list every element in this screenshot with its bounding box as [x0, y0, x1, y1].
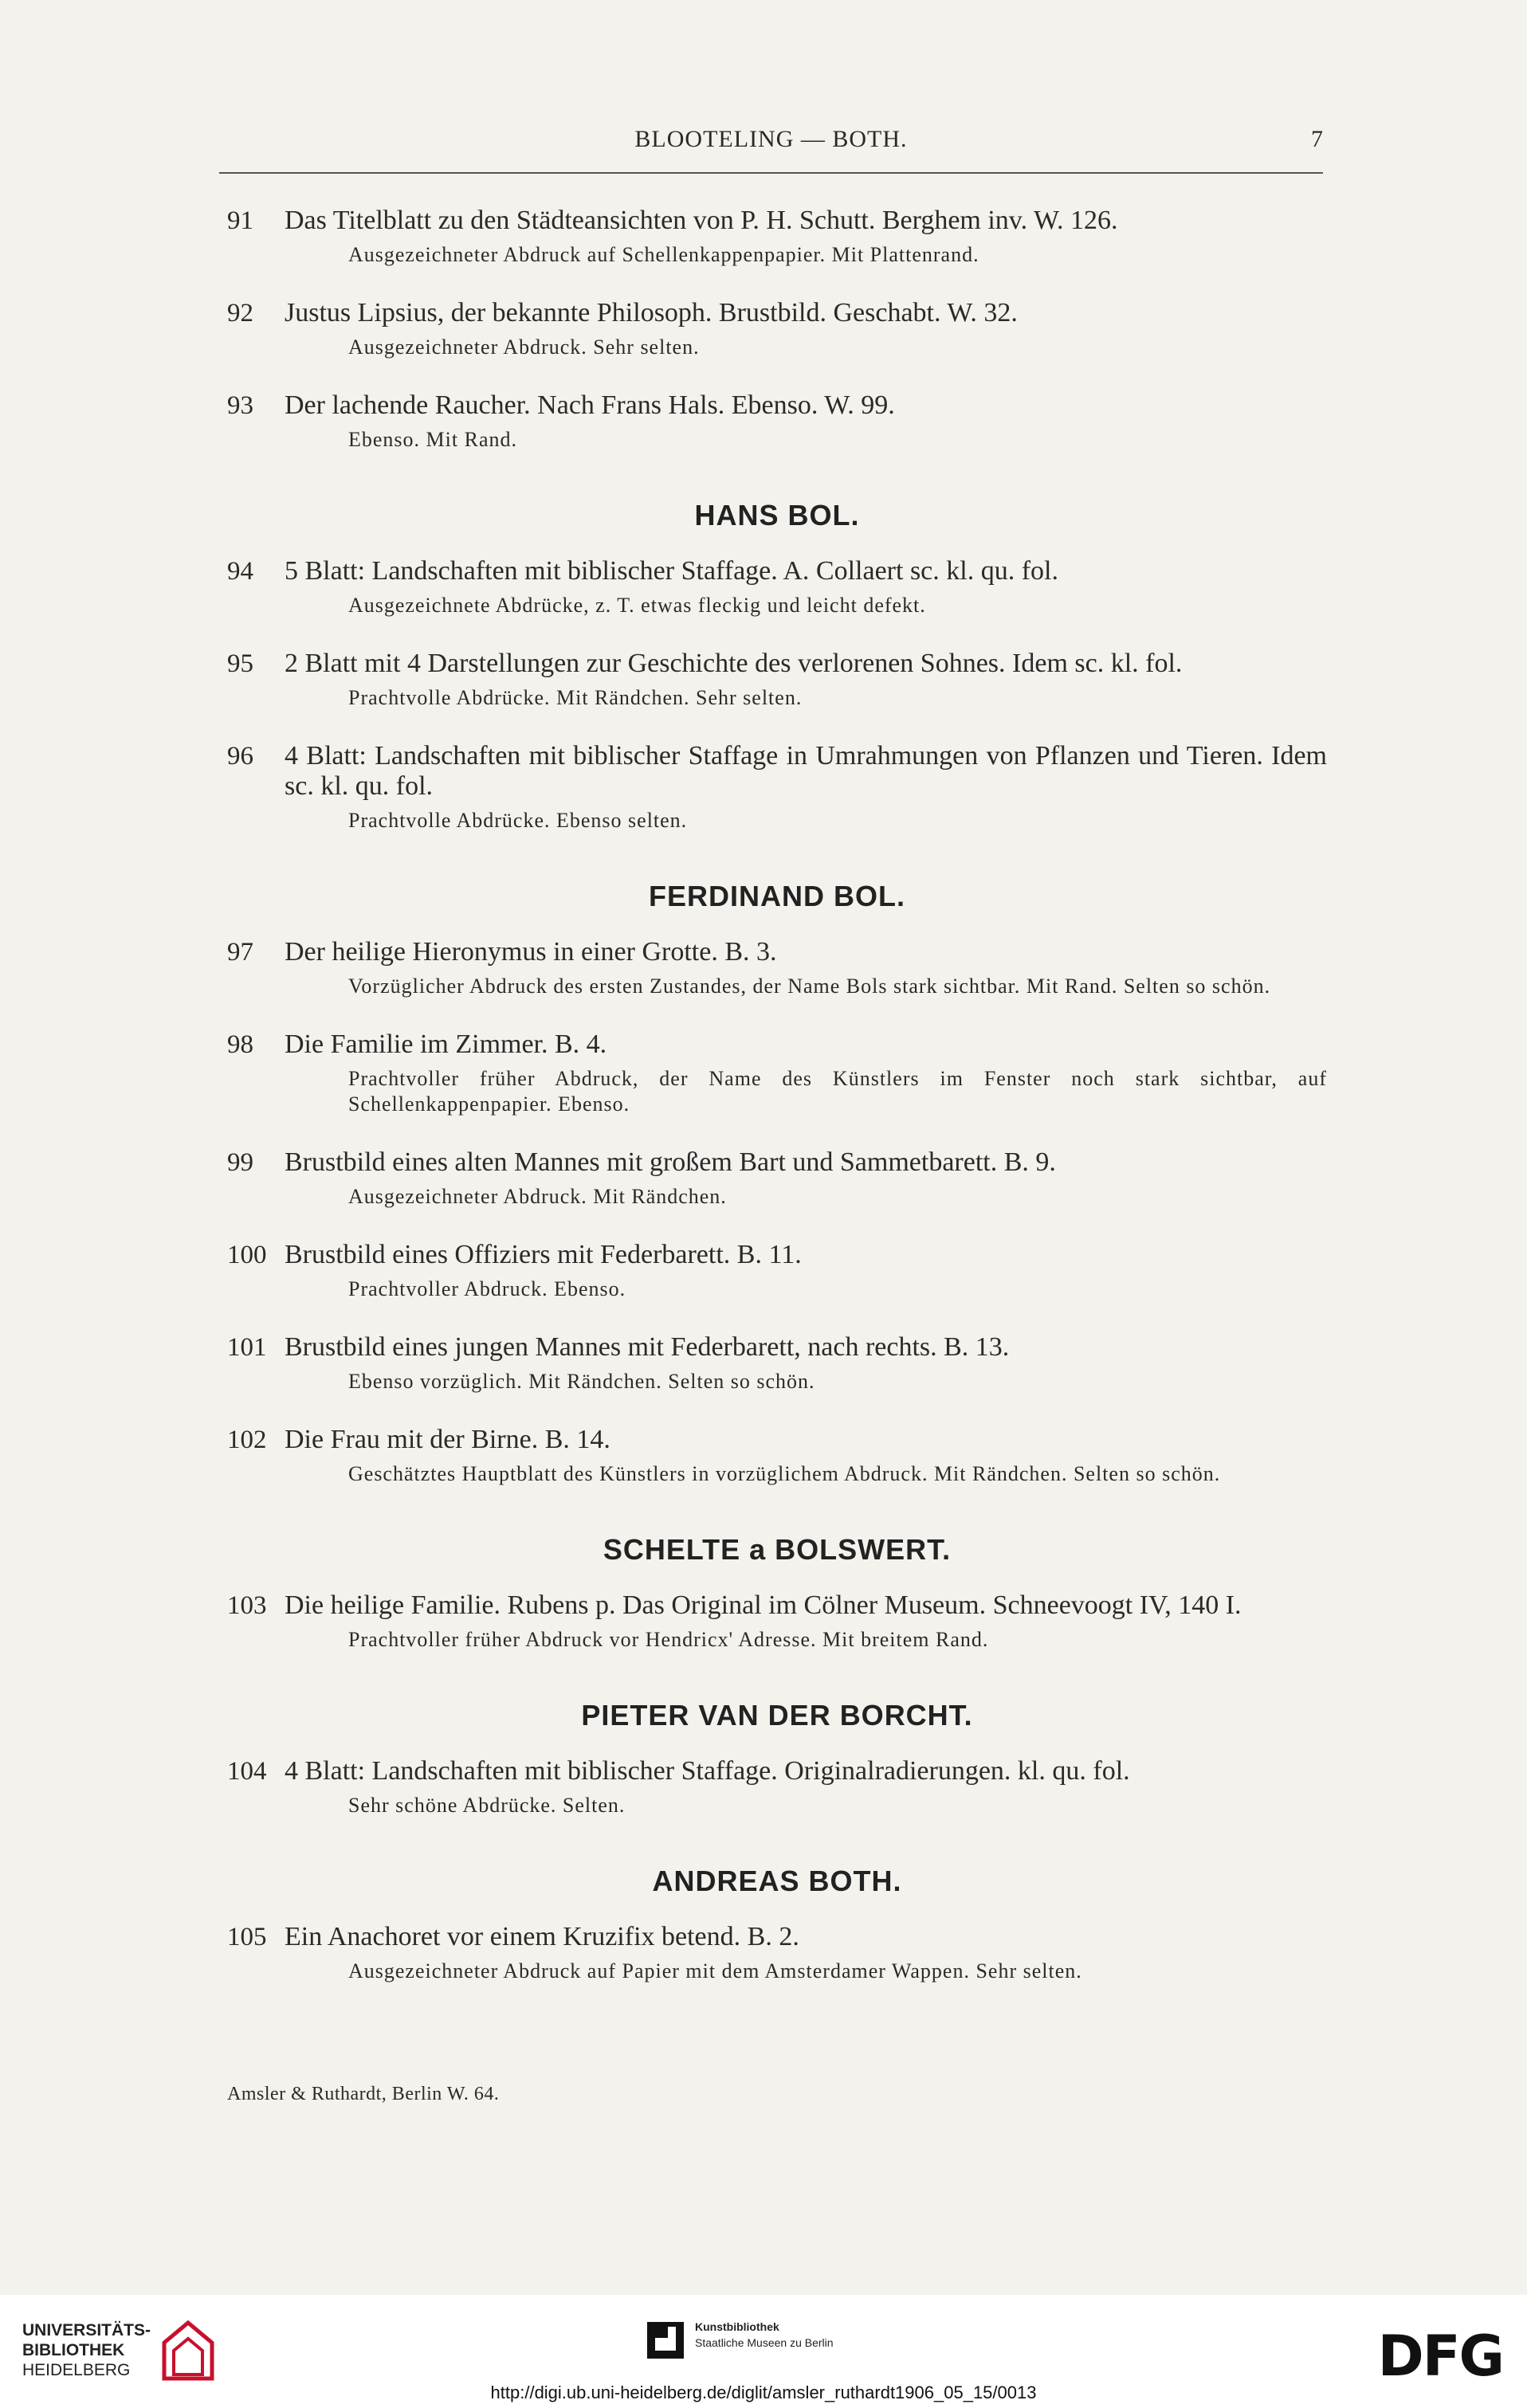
- entry-note: Prachtvoller früher Abdruck, der Name des Künstlers im Fenster noch stark sichtbar, auf Schellenkappenpapier. Ebenso.: [348, 1067, 1327, 1116]
- catalog-entry: [227, 556, 1327, 618]
- entry-title: Brustbild eines Offiziers mit Federbarett. B. 11.: [285, 1240, 802, 1269]
- running-title: BLOOTELING — BOTH.: [634, 126, 908, 152]
- entry-number: 101: [227, 1333, 267, 1362]
- entry-title: Brustbild eines alten Mannes mit großem Bart und Sammetbarett. B. 9.: [285, 1147, 1056, 1177]
- entry-title: Der heilige Hieronymus in einer Grotte. B. 3.: [285, 937, 777, 967]
- entry-body: [285, 937, 1327, 999]
- ub-heidelberg-logo[interactable]: [22, 2319, 230, 2383]
- imprint: Amsler & Ruthardt, Berlin W. 64.: [227, 2084, 500, 2104]
- entry-title: Justus Lipsius, der bekannte Philosoph. Brustbild. Geschabt. W. 32.: [285, 298, 1018, 327]
- entry-number: 93: [227, 391, 253, 420]
- entry-number: 98: [227, 1030, 253, 1059]
- entry-number: 104: [227, 1757, 267, 1786]
- catalog-entry: [227, 741, 1327, 833]
- entry-body: [285, 1922, 1327, 1984]
- entry-body: [285, 1425, 1327, 1487]
- entry-body: [285, 741, 1327, 833]
- digitization-footer: [0, 2295, 1527, 2408]
- catalog-entry: [227, 1332, 1327, 1394]
- page-number: 7: [1311, 126, 1323, 152]
- entry-title: Die Frau mit der Birne. B. 14.: [285, 1425, 610, 1454]
- kunstbibliothek-logo[interactable]: [647, 2317, 886, 2365]
- entry-note: Ausgezeichneter Abdruck. Sehr selten.: [348, 335, 700, 359]
- entry-title: Ein Anachoret vor einem Kruzifix betend. B. 2.: [285, 1922, 799, 1951]
- entry-title: Brustbild eines jungen Mannes mit Federbarett, nach rechts. B. 13.: [285, 1332, 1010, 1362]
- catalog-entry: [227, 206, 1327, 268]
- entry-body: [285, 390, 1327, 453]
- entry-note: Prachtvolle Abdrücke. Ebenso selten.: [348, 809, 688, 832]
- entry-body: [285, 649, 1327, 711]
- entry-note: Prachtvoller Abdruck. Ebenso.: [348, 1277, 626, 1300]
- entry-title: 5 Blatt: Landschaften mit biblischer Staffage. A. Collaert sc. kl. qu. fol.: [285, 556, 1058, 586]
- entry-note: Prachtvolle Abdrücke. Mit Rändchen. Sehr selten.: [348, 686, 803, 709]
- catalog-entry: [227, 390, 1327, 453]
- entry-title: Die heilige Familie. Rubens p. Das Original im Cölner Museum. Schneevoogt IV, 140 I.: [285, 1590, 1242, 1620]
- permalink-url[interactable]: http://digi.ub.uni-heidelberg.de/diglit/amsler_ruthardt1906_05_15/0013: [490, 2383, 1037, 2402]
- entry-note: Ausgezeichnete Abdrücke, z. T. etwas fleckig und leicht defekt.: [348, 594, 926, 617]
- kb-line-1: Kunstbibliothek: [695, 2320, 779, 2333]
- catalog-entry: [227, 1240, 1327, 1302]
- entry-note: Ausgezeichneter Abdruck. Mit Rändchen.: [348, 1185, 727, 1208]
- entry-title: Das Titelblatt zu den Städteansichten von P. H. Schutt. Berghem inv. W. 126.: [285, 206, 1118, 235]
- dfg-logo[interactable]: DFG: [1377, 2324, 1503, 2389]
- entry-body: [285, 206, 1327, 268]
- entry-note: Geschätztes Hauptblatt des Künstlers in vorzüglichem Abdruck. Mit Rändchen. Selten so schön.: [348, 1462, 1221, 1485]
- catalog-entry: [227, 1147, 1327, 1210]
- ub-line-1: UNIVERSITÄTS-: [22, 2321, 151, 2339]
- kb-line-2: Staatliche Museen zu Berlin: [695, 2336, 834, 2349]
- catalog-entry: [227, 1590, 1327, 1653]
- section-heading: ANDREAS BOTH.: [652, 1865, 902, 1897]
- entry-note: Ausgezeichneter Abdruck auf Papier mit dem Amsterdamer Wappen. Sehr selten.: [348, 1959, 1082, 1982]
- catalog-entry: [227, 1756, 1327, 1818]
- entry-note: Ebenso. Mit Rand.: [348, 428, 517, 451]
- entry-note: Ebenso vorzüglich. Mit Rändchen. Selten so schön.: [348, 1370, 815, 1393]
- section-heading: FERDINAND BOL.: [649, 880, 905, 912]
- ub-line-3: HEIDELBERG: [22, 2361, 131, 2379]
- catalog-entry: [227, 937, 1327, 999]
- entry-title: 4 Blatt: Landschaften mit biblischer Staffage. Originalradierungen. kl. qu. fol.: [285, 1756, 1130, 1786]
- section-heading: HANS BOL.: [694, 499, 860, 531]
- entry-body: [285, 556, 1327, 618]
- catalog-entry: [227, 1029, 1327, 1117]
- catalog-entry: [227, 1922, 1327, 1984]
- entry-title: Die Familie im Zimmer. B. 4.: [285, 1029, 607, 1059]
- catalog-content: [227, 206, 1327, 2014]
- entry-number: 97: [227, 938, 253, 967]
- entry-number: 100: [227, 1241, 267, 1269]
- entry-note: Ausgezeichneter Abdruck auf Schellenkappenpapier. Mit Plattenrand.: [348, 243, 979, 266]
- ub-emblem-icon: [156, 2319, 220, 2383]
- entry-title: 2 Blatt mit 4 Darstellungen zur Geschichte des verlorenen Sohnes. Idem sc. kl. fol.: [285, 649, 1183, 678]
- section-heading: PIETER VAN DER BORCHT.: [581, 1699, 973, 1731]
- entry-number: 91: [227, 206, 253, 235]
- entry-number: 92: [227, 299, 253, 327]
- entry-title: 4 Blatt: Landschaften mit biblischer Staffage in Umrahmungen von Pflanzen und Tieren. Idem sc. kl. qu. fol.: [285, 741, 1327, 801]
- running-head: [219, 126, 1323, 174]
- entry-number: 105: [227, 1923, 267, 1951]
- section-heading: SCHELTE a BOLSWERT.: [603, 1533, 952, 1566]
- kunstbibliothek-emblem-icon: [647, 2322, 684, 2359]
- entry-body: [285, 1756, 1327, 1818]
- catalog-entry: [227, 1425, 1327, 1487]
- entry-body: [285, 1332, 1327, 1394]
- entry-body: [285, 1147, 1327, 1210]
- entry-body: [285, 1240, 1327, 1302]
- entry-body: [285, 298, 1327, 360]
- ub-line-2: BIBLIOTHEK: [22, 2341, 125, 2359]
- entry-number: 103: [227, 1591, 267, 1620]
- entry-note: Vorzüglicher Abdruck des ersten Zustandes, der Name Bols stark sichtbar. Mit Rand. Selten so schön.: [348, 975, 1271, 998]
- entry-number: 99: [227, 1148, 253, 1177]
- entry-title: Der lachende Raucher. Nach Frans Hals. Ebenso. W. 99.: [285, 390, 895, 420]
- catalog-entry: [227, 649, 1327, 711]
- entry-body: [285, 1029, 1327, 1117]
- catalog-entry: [227, 298, 1327, 360]
- entry-number: 96: [227, 742, 253, 771]
- entry-body: [285, 1590, 1327, 1653]
- entry-note: Prachtvoller früher Abdruck vor Hendricx' Adresse. Mit breitem Rand.: [348, 1628, 989, 1651]
- entry-note: Sehr schöne Abdrücke. Selten.: [348, 1794, 626, 1817]
- entry-number: 102: [227, 1426, 267, 1454]
- entry-number: 95: [227, 649, 253, 678]
- entry-number: 94: [227, 557, 253, 586]
